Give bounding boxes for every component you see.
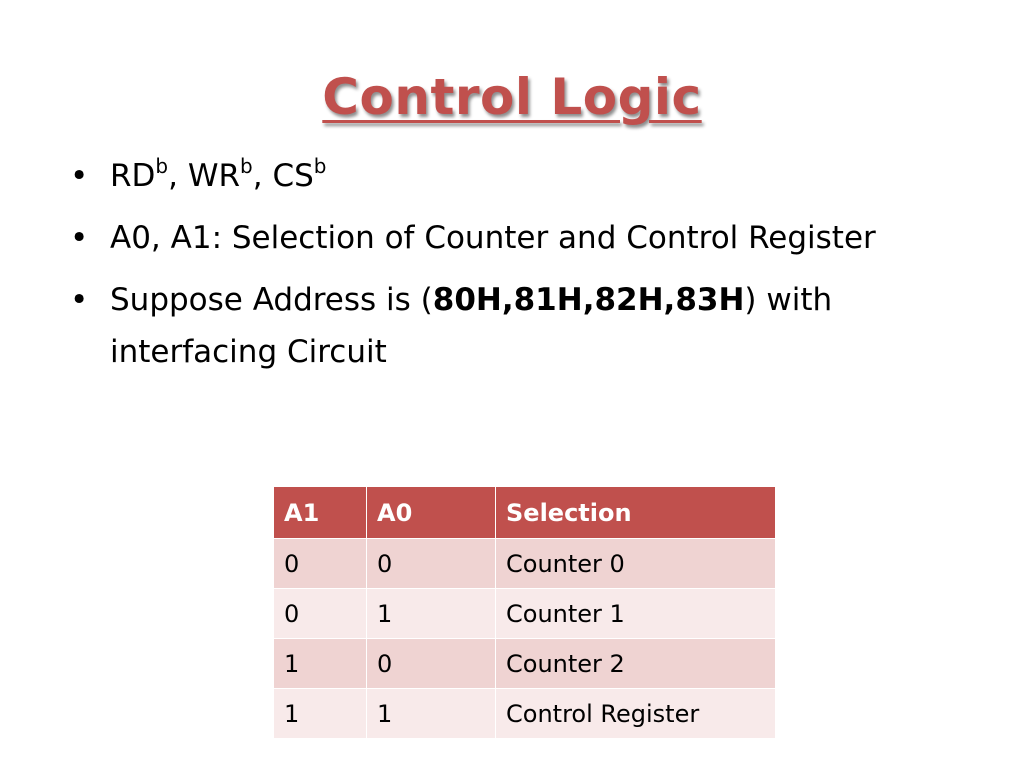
signal-wr: WR (187, 158, 241, 194)
bullet-text: A0, A1: Selection of Counter and Control Register (110, 220, 876, 256)
bullet-text-addresses: 80H,81H,82H,83H (432, 282, 745, 318)
bullet-control-signals (66, 150, 966, 202)
table-row (274, 589, 776, 639)
signal-cs: CS (272, 158, 314, 194)
table-header-row (274, 487, 776, 539)
separator: , (168, 158, 188, 194)
cell-a1: 1 (274, 639, 367, 689)
cell-selection: Control Register (496, 689, 776, 739)
bullet-list (66, 150, 966, 388)
bullet-address-example (66, 274, 966, 378)
bullet-text-suffix: ) with interfacing Circuit (110, 282, 833, 370)
table-row (274, 639, 776, 689)
cell-a0: 1 (367, 689, 496, 739)
separator: , (252, 158, 273, 194)
signal-rd-superscript: b (155, 154, 169, 178)
cell-a1: 1 (274, 689, 367, 739)
header-a0: A0 (367, 487, 496, 539)
bullet-text-prefix: Suppose Address is ( (110, 282, 433, 318)
cell-selection: Counter 1 (496, 589, 776, 639)
cell-a1: 0 (274, 539, 367, 589)
cell-a0: 1 (367, 589, 496, 639)
bullet-dot-icon: • (70, 220, 89, 256)
cell-a1: 0 (274, 589, 367, 639)
bullet-dot-icon: • (70, 158, 89, 194)
signal-wr-superscript: b (240, 154, 253, 178)
cell-selection: Counter 0 (496, 539, 776, 589)
selection-table (273, 486, 776, 739)
bullet-dot-icon: • (70, 282, 89, 318)
table-row (274, 689, 776, 739)
signal-rd: RD (110, 158, 156, 194)
signal-cs-superscript: b (313, 154, 327, 178)
cell-a0: 0 (367, 539, 496, 589)
slide-title: Control Logic (322, 68, 702, 126)
cell-a0: 0 (367, 639, 496, 689)
header-a1: A1 (274, 487, 367, 539)
table-row (274, 539, 776, 589)
bullet-address-selection (66, 212, 966, 264)
cell-selection: Counter 2 (496, 639, 776, 689)
header-selection: Selection (496, 487, 776, 539)
